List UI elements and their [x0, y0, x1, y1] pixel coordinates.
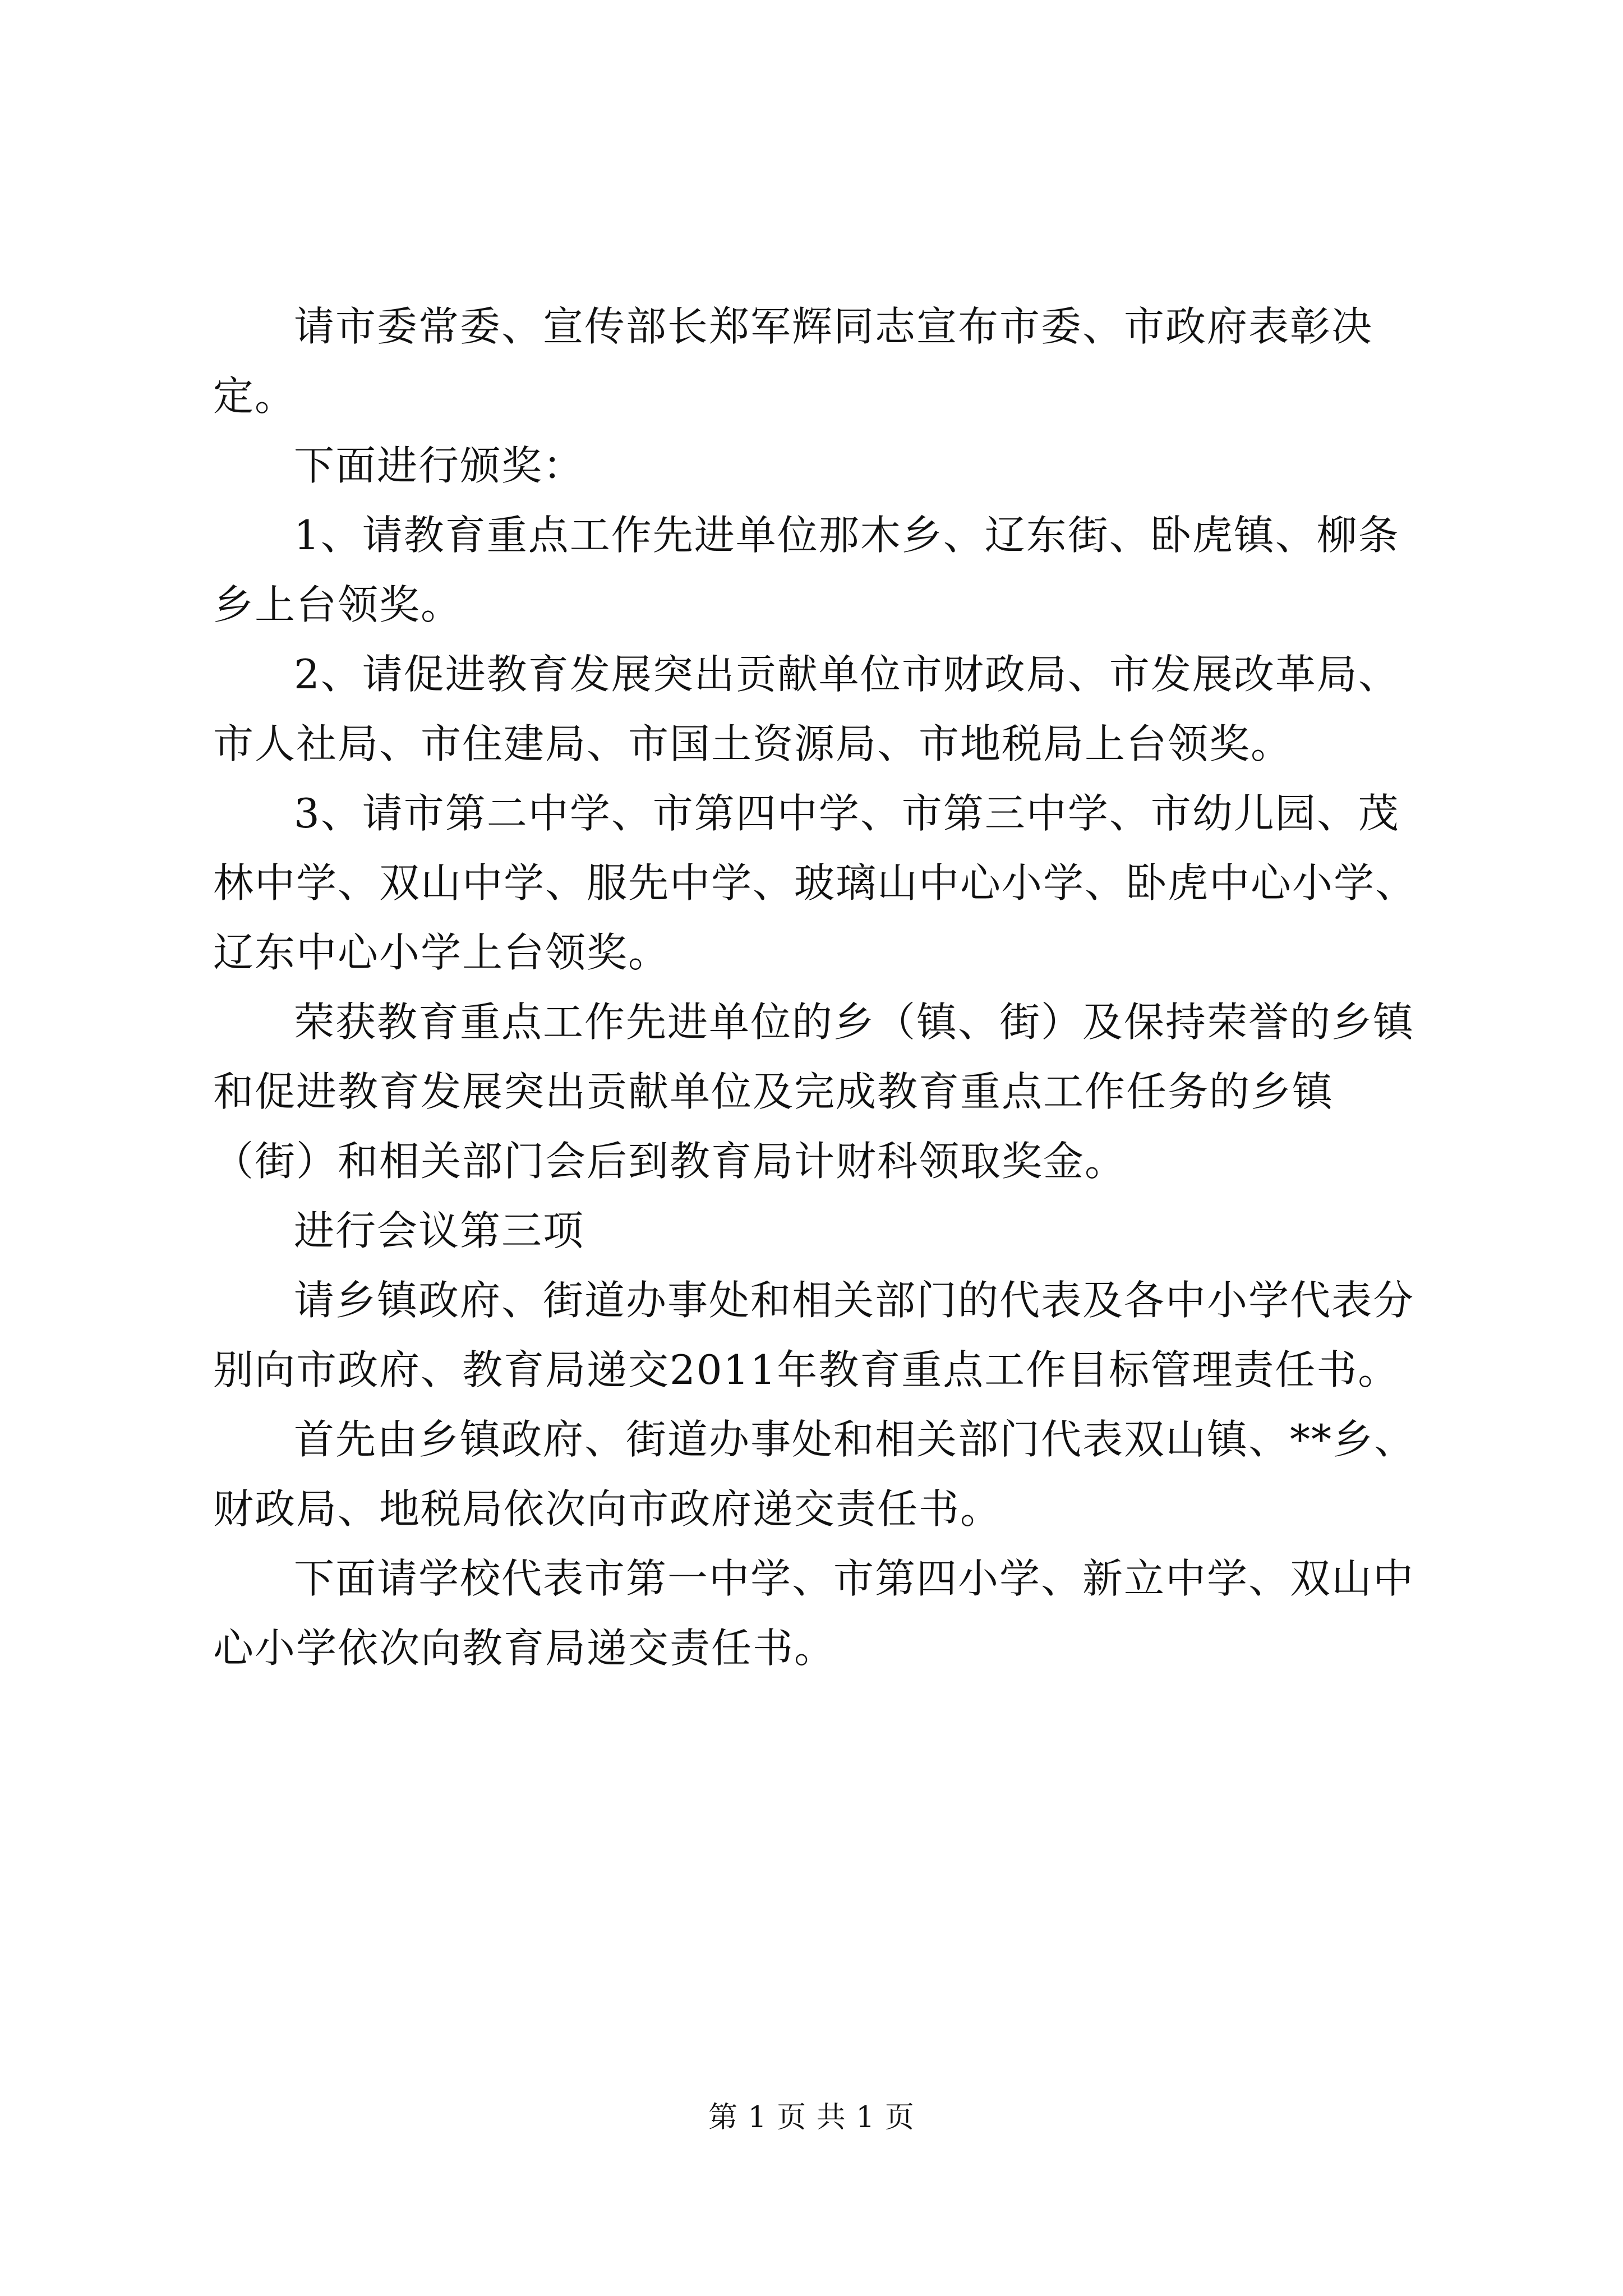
- paragraph: 1、请教育重点工作先进单位那木乡、辽东街、卧虎镇、柳条乡上台领奖。: [213, 512, 1400, 628]
- paragraph: 下面请学校代表市第一中学、市第四小学、新立中学、双山中心小学依次向教育局递交责任书。: [213, 1555, 1415, 1672]
- paragraph: 2、请促进教育发展突出贡献单位市财政局、市发展改革局、市人社局、市住建局、市国土资源局、市地税局上台领奖。: [213, 651, 1400, 767]
- paragraph: 荣获教育重点工作先进单位的乡（镇、街）及保持荣誉的乡镇和促进教育发展突出贡献单位及完成教育重点工作任务的乡镇（街）和相关部门会后到教育局计财科领取奖金。: [213, 999, 1415, 1185]
- paragraph: 下面进行颁奖：: [294, 442, 585, 489]
- page-footer: [0, 2098, 1623, 2137]
- page-number-label: 第 1 页 共 1 页: [708, 2101, 915, 2134]
- paragraph: 请乡镇政府、街道办事处和相关部门的代表及各中小学代表分别向市政府、教育局递交2011年教育重点工作目标管理责任书。: [213, 1277, 1415, 1393]
- paragraph: 首先由乡镇政府、街道办事处和相关部门代表双山镇、**乡、财政局、地税局依次向市政府递交责任书。: [213, 1416, 1416, 1533]
- paragraph: 3、请市第二中学、市第四中学、市第三中学、市幼儿园、茂林中学、双山中学、服先中学、玻璃山中心小学、卧虎中心小学、辽东中心小学上台领奖。: [213, 790, 1417, 976]
- paragraph: 进行会议第三项: [294, 1207, 585, 1254]
- paragraph: 请市委常委、宣传部长郑军辉同志宣布市委、市政府表彰决定。: [213, 303, 1373, 420]
- document-body: [213, 292, 1424, 1683]
